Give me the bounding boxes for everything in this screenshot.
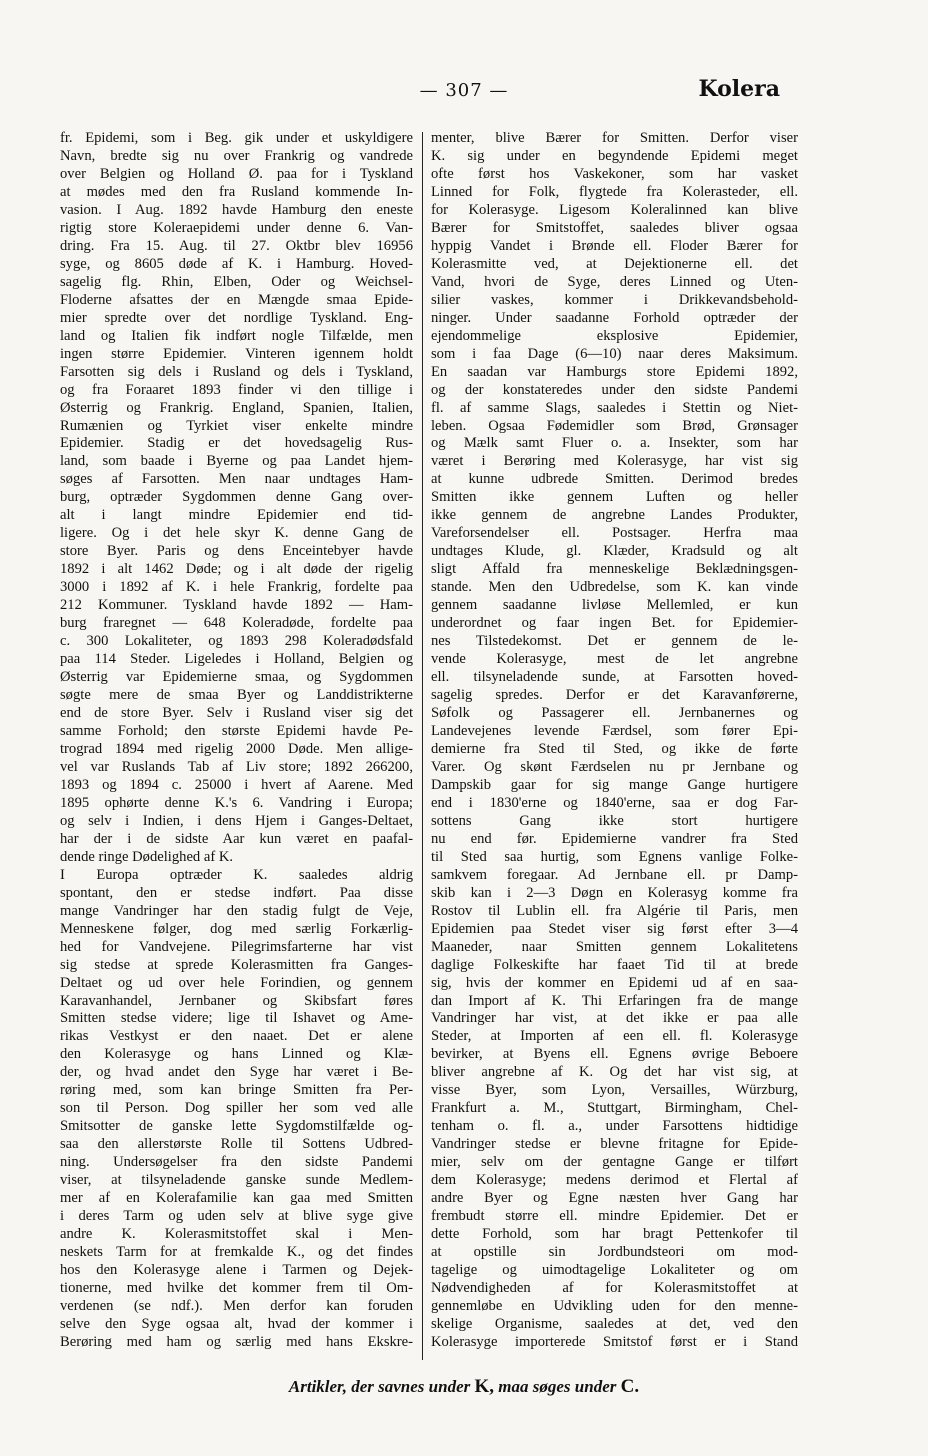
text-line: dem Kolerasyge; medens derimod et Flertal af xyxy=(431,1172,798,1189)
left-column xyxy=(60,130,413,1352)
text-line: undtages Klude, gl. Klæder, Kradsuld og alt xyxy=(431,543,798,560)
text-line: skelige Organisme, saaledes at det, ved den xyxy=(431,1315,798,1332)
text-line: Deltaet og ud over hele Forindien, og gennem xyxy=(60,974,413,991)
text-line: samme Forhold; den største Epidemi havde Pe- xyxy=(60,722,413,739)
text-line: til Sted saa hurtig, som Egnens vanlige Folke- xyxy=(431,848,798,865)
text-line: og Mælk samt Fluer o. a. Insekter, som har xyxy=(431,435,798,452)
text-line: tagelige og uimodtagelige Lokaliteter og om xyxy=(431,1262,798,1279)
text-line: 1892 i alt 1462 Døde; og i alt døde der rigelig xyxy=(60,561,413,578)
text-line: burg fraregnet — 648 Koleradøde, fordelte paa xyxy=(60,615,413,632)
text-line: nes Tilstedekomst. Det er gennem de le- xyxy=(431,633,798,650)
text-line: og der konstateredes under den sidste Pandemi xyxy=(431,381,798,398)
text-line: Rostov til Lublin ell. fra Algérie til Paris, men xyxy=(431,902,798,919)
text-line: og selv i Indien, i dens Hjem i Ganges-Deltaet, xyxy=(60,812,413,829)
text-line: ikke gennem de angrebne Landes Produkter, xyxy=(431,507,798,524)
text-line: K. sig under en begyndende Epidemi meget xyxy=(431,147,798,164)
text-line: verdenen (se ndf.). Men derfor kan foruden xyxy=(60,1297,413,1314)
text-line: søges af Farsotten. Men naar undtages Ham- xyxy=(60,471,413,488)
text-line: Vandringer har vist, at det ikke er paa alle xyxy=(431,1010,798,1027)
text-line: fl. af samme Slags, saaledes i Stettin og Niet- xyxy=(431,399,798,416)
text-line: at mødes med den fra Rusland kommende In- xyxy=(60,183,413,200)
text-line: 1893 og 1894 c. 25000 i hvert af Aarene. Med xyxy=(60,776,413,793)
text-line: rigtig store Koleraepidemi under denne 6. Van- xyxy=(60,219,413,236)
text-line: mange Vandringer har den stadig fulgt de Veje, xyxy=(60,902,413,919)
text-line: son til Person. Dog spiller her som ved alle xyxy=(60,1100,413,1117)
text-line: 212 Kommuner. Tyskland havde 1892 — Ham- xyxy=(60,597,413,614)
text-line: ninger. Under saadanne Forhold optræder der xyxy=(431,309,798,326)
text-line: som i faa Dage (6—10) naar deres Maksimum. xyxy=(431,345,798,362)
text-line: Varer. Og skønt Færdselen nu pr Jernbane og xyxy=(431,758,798,775)
text-line: rikas Vestkyst er den naaet. Det er alene xyxy=(60,1028,413,1045)
text-line: mier spredte over det nordlige Tyskland. Eng- xyxy=(60,309,413,326)
text-line: sagelig flg. Rhin, Elben, Oder og Weichsel- xyxy=(60,273,413,290)
text-line: Steder, at Importen af een ell. fl. Kolerasyge xyxy=(431,1028,798,1045)
text-line: 1895 ophørte denne K.'s 6. Vandring i Europa; xyxy=(60,794,413,811)
text-line: demierne fra Sted til Sted, og ikke de førte xyxy=(431,740,798,757)
text-line: været i Berøring med Kolerasyge, har vist sig xyxy=(431,453,798,470)
text-line: har der i de sidste Aar kun været en paafal- xyxy=(60,830,413,847)
text-line: hed for Vandvejene. Pilegrimsfarterne har vist xyxy=(60,938,413,955)
text-line: Smitsotter de ganske lette Sygdomstilfælde og- xyxy=(60,1118,413,1135)
text-line: skib kan i 2—3 Døgn en Kolerasyg komme fra xyxy=(431,884,798,901)
text-line: Smitten stedse videre; lige til Ishavet og Ame- xyxy=(60,1010,413,1027)
text-line: viser, at tilsyneladende ganske sunde Medlem- xyxy=(60,1172,413,1189)
text-line: Østerrig var Epidemierne smaa, og Sygdommen xyxy=(60,669,413,686)
text-line: vasion. I Aug. 1892 havde Hamburg den eneste xyxy=(60,201,413,218)
text-line: der, og hvad andet den Syge har været i Be- xyxy=(60,1064,413,1081)
text-line: hos den Kolerasyge alene i Tarmen og Dejek- xyxy=(60,1262,413,1279)
text-line: Østerrig og Frankrig. England, Spanien, Italien, xyxy=(60,399,413,416)
text-line: daglige Folkeskifte har faaet Tid til at brede xyxy=(431,956,798,973)
text-line: dende ringe Dødelighed af K. xyxy=(60,848,234,865)
running-head: Kolera xyxy=(698,76,780,102)
text-line: den Kolerasyge og hans Linned og Klæ- xyxy=(60,1046,413,1063)
text-line: andre K. Kolerasmitstoffet skal i Men- xyxy=(60,1226,413,1243)
text-line: Kolerasmitte ved, at Dejektionerne ell. det xyxy=(431,255,798,272)
text-line: tionerne, med hvilke det kommer frem til Om- xyxy=(60,1280,413,1296)
text-line: visse Byer, som Lyon, Versailles, Würzburg, xyxy=(431,1082,798,1099)
text-line: c. 300 Lokaliteter, og 1893 298 Koleradødsfald xyxy=(60,633,413,650)
text-line: alt i langt mindre Epidemier end tid- xyxy=(60,507,413,524)
text-line: ell. tilsyneladende sunde, at Farsotten hoved- xyxy=(431,669,798,686)
text-line: Frankfurt a. M., Stuttgart, Birmingham, Chel- xyxy=(431,1100,798,1117)
text-line: Vand, hvori de Syge, deres Linned og Uten- xyxy=(431,273,798,290)
text-line: Dampskib gaar for sig mange Gange hurtigere xyxy=(431,776,798,793)
text-line: nu end før. Epidemierne vandrer fra Sted xyxy=(431,830,798,847)
text-line: Bærer for Smitstoffet, saaledes bliver ogsaa xyxy=(431,219,798,236)
text-line: Søfolk og Passagerer ell. Jernbanernes og xyxy=(431,705,798,721)
text-line: Navn, bredte sig nu over Frankrig og vandrede xyxy=(60,147,413,164)
text-line: og fra Foraaret 1893 finder vi den tillige i xyxy=(60,381,413,398)
text-line: frembudt større ell. mindre Epidemier. Det er xyxy=(431,1208,798,1225)
text-line: dring. Fra 15. Aug. til 27. Oktbr blev 16956 xyxy=(60,237,413,254)
text-line: mier, selv om der gentagne Gange er tilført xyxy=(431,1154,798,1171)
text-line: sagelig spredes. Derfor er det Karavanførerne, xyxy=(431,687,798,704)
text-line: ejendommelige eksplosive Epidemier, xyxy=(431,327,798,344)
text-line: i deres Tarm og uden selv at blive syge give xyxy=(60,1208,413,1225)
text-line: Landevejenes levende Færdsel, som fører Epi- xyxy=(431,722,798,739)
text-line: I Europa optræder K. saaledes aldrig xyxy=(60,866,413,883)
text-line: ning. Undersøgelser fra den sidste Pandemi xyxy=(60,1154,413,1171)
text-line: Linned for Folk, flygtede fra Kolerasteder, ell. xyxy=(431,183,798,200)
text-line: leben. Ogsaa Fødemidler som Brød, Grønsager xyxy=(431,417,798,434)
text-line: spontant, den er stedse indført. Paa disse xyxy=(60,884,413,901)
text-line: at opstille sin Jordbundsteori om mod- xyxy=(431,1244,798,1261)
text-line: søgte mere de smaa Byer og Landdistrikterne xyxy=(60,687,413,704)
text-line: sig stedse at sprede Kolerasmitten fra Ganges- xyxy=(60,956,413,973)
text-line: Kolerasyge importerede Smitstof først er i Stand xyxy=(431,1333,798,1350)
text-line: 3000 i 1892 af K. i hele Frankrig, fordelte paa xyxy=(60,579,413,596)
text-line: Maaneder, naar Smitten gennem Lokalitetens xyxy=(431,938,798,955)
text-line: sottens Gang ikke stort hurtigere xyxy=(431,812,798,829)
text-line: Vareforsendelser ell. Postsager. Herfra maa xyxy=(431,525,798,542)
text-line: store Byer. Paris og dens Enceintebyer havde xyxy=(60,543,413,560)
text-line: burg, optræder Sygdommen denne Gang over- xyxy=(60,489,413,506)
text-line: syge, og 8605 døde af K. i Hamburg. Hoved- xyxy=(60,255,413,272)
text-line: end i 1830'erne og 1840'erne, saa er dog Far- xyxy=(431,794,798,811)
text-line: dette Forhold, som har bragt Pettenkofer til xyxy=(431,1226,798,1243)
right-column xyxy=(431,130,798,1352)
text-line: gennemløbe en Udvikling uden for den menne- xyxy=(431,1297,798,1314)
text-line: ligere. Og i det hele skyr K. denne Gang de xyxy=(60,525,413,542)
text-line: sligt Affald fra menneskelige Beklædningsgen- xyxy=(431,561,798,578)
text-line: over Belgien og Holland Ø. paa for i Tyskland xyxy=(60,165,413,182)
text-line: silier vaskes, kommer i Drikkevandsbehold- xyxy=(431,291,798,308)
footer-letter-k: K, xyxy=(474,1376,495,1397)
text-line: Vandringer stedse er blevne fritagne for Epide- xyxy=(431,1136,798,1153)
text-line: bliver angrebne af K. Og det har vist sig, at xyxy=(431,1064,798,1081)
text-line: samkvem foregaar. Ad Jernbane ell. pr Damp- xyxy=(431,866,798,883)
text-line: Floderne afsattes der en Mængde smaa Epide- xyxy=(60,291,413,308)
footer-text-1: Artikler, der savnes under xyxy=(288,1377,475,1396)
text-line: røring med, som kan bringe Smitten fra Per- xyxy=(60,1082,413,1099)
text-line: andre Byer og Egne næsten hver Gang har xyxy=(431,1190,798,1207)
text-line: stande. Men den Udbredelse, som K. kan vinde xyxy=(431,579,798,596)
text-line: dan Import af K. Thi Erfaringen fra de mange xyxy=(431,992,798,1009)
text-line: fr. Epidemi, som i Beg. gik under et uskyldigere xyxy=(60,130,413,146)
text-line: sig, hvis der kommer en Epidemi ud af en saa- xyxy=(431,974,798,991)
text-line: ingen større Epidemier. Vinteren igennem holdt xyxy=(60,345,413,362)
footer-note xyxy=(0,1376,928,1398)
text-line: selve den Syge ogsaa alt, hvad der kommer i xyxy=(60,1315,413,1332)
text-line: for Kolerasyge. Ligesom Koleralinned kan blive xyxy=(431,201,798,218)
text-line: Epidemien paa Stedet viser sig først efter 3—4 xyxy=(431,920,798,937)
text-line: bevirker, at Byens ell. Egnens øvrige Beboere xyxy=(431,1046,798,1063)
footer-text-2: maa søges under xyxy=(494,1377,621,1396)
text-line: land og Italien fik indført nogle Tilfælde, men xyxy=(60,327,413,344)
text-line: En saadan var Hamburgs store Epidemi 1892, xyxy=(431,363,798,380)
page-number: — 307 — xyxy=(419,80,509,101)
text-line: Berøring med ham og særlig med hans Ekskre- xyxy=(60,1333,413,1350)
text-line: ofte først hos Vaskekoner, som har vasket xyxy=(431,165,798,182)
text-line: Epidemier. Stadig er det hovedsagelig Rus- xyxy=(60,435,413,452)
text-line: menter, blive Bærer for Smitten. Derfor viser xyxy=(431,130,798,146)
text-line: mer af en Kolerafamilie kan gaa med Smitten xyxy=(60,1190,413,1207)
text-line: at kunne udbrede Smitten. Derimod bredes xyxy=(431,471,798,488)
text-line: paa 114 Steder. Ligeledes i Holland, Belgien og xyxy=(60,651,413,668)
text-line: underordnet og faar ingen Bet. for Epidemier- xyxy=(431,615,798,632)
text-line: neskets Tarm for at fremkalde K., og det findes xyxy=(60,1244,413,1261)
text-line: Rumænien og Tyrkiet viser enkelte mindre xyxy=(60,417,413,434)
text-line: Menneskene følger, dog med særlig Forkærlig- xyxy=(60,920,413,937)
text-line: end de store Byer. Selv i Rusland viser sig det xyxy=(60,705,413,721)
text-line: tenham o. fl. a., under Farsottens hidtidige xyxy=(431,1118,798,1135)
text-line: gennem saadanne livløse Mellemled, er kun xyxy=(431,597,798,614)
column-divider xyxy=(422,132,423,1360)
text-line: Farsotten sig dels i Rusland og dels i Tyskland, xyxy=(60,363,413,380)
text-line: Smitten ikke gennem Luften og heller xyxy=(431,489,798,506)
text-line: trograd 1894 med rigelig 2000 Døde. Men allige- xyxy=(60,740,413,757)
text-line: land, som baade i Byerne og paa Landet hjem- xyxy=(60,453,413,470)
text-line: hyppig Vandet i Brønde ell. Floder Bærer for xyxy=(431,237,798,254)
text-line: vel var Ruslands Tab af Liv store; 1892 266200, xyxy=(60,758,413,775)
text-line: Karavanhandel, Jernbaner og Skibsfart føres xyxy=(60,992,413,1009)
text-line: Nødvendigheden af for Kolerasmitstoffet at xyxy=(431,1280,798,1296)
text-line: vende Kolerasyge, mest de let angrebne xyxy=(431,651,798,668)
footer-letter-c: C. xyxy=(620,1376,640,1397)
text-line: saa den allerstørste Rolle til Sottens Udbred- xyxy=(60,1136,413,1153)
